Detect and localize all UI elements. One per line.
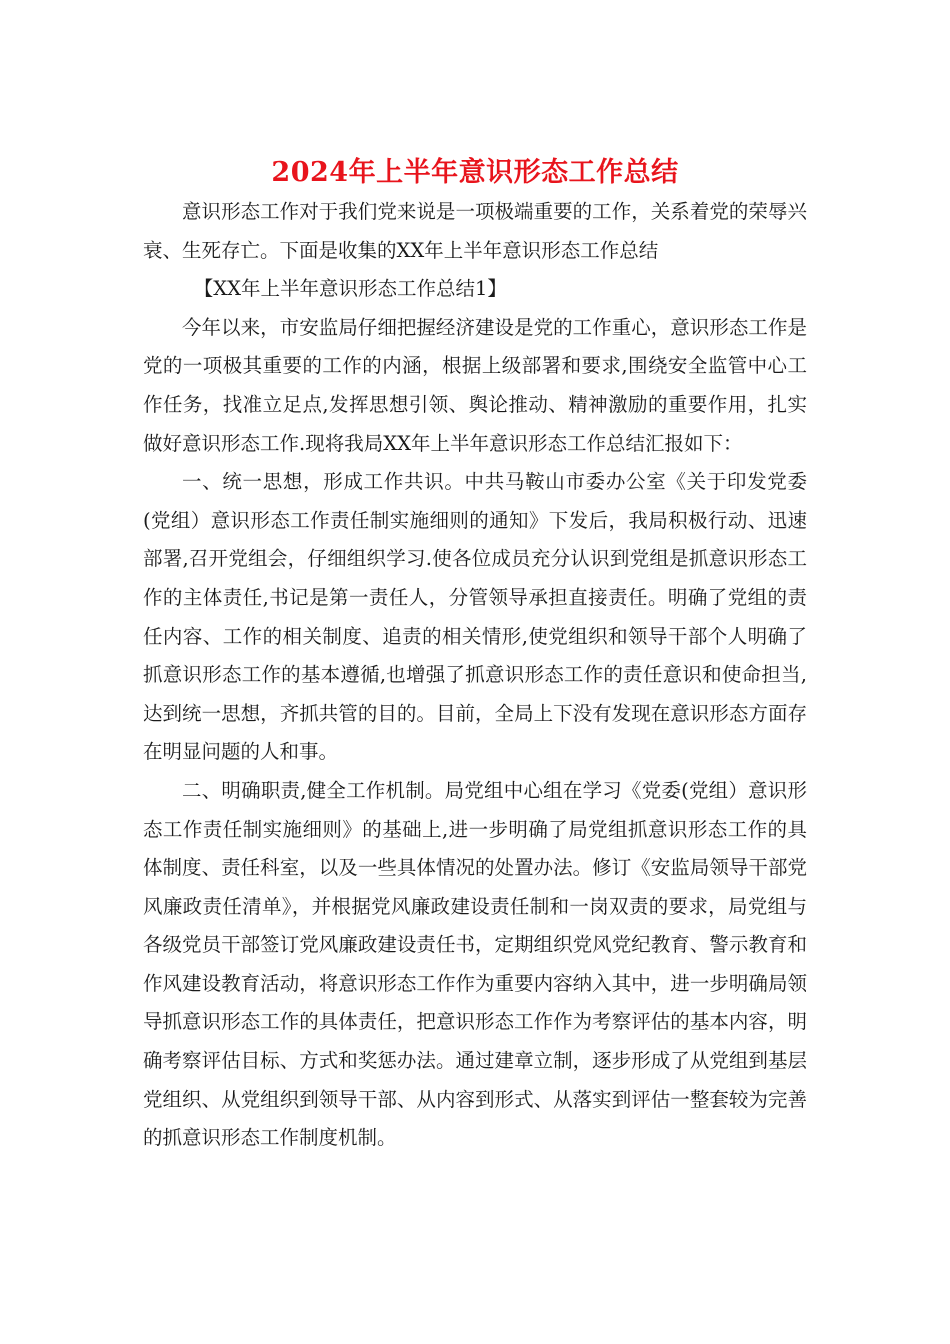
paragraph-point-one: 一、统一思想，形成工作共识。中共马鞍山市委办公室《关于印发党委(党组）意识形态工作责任制实施细则的通知》下发后，我局积极行动、迅速部署,召开党组会，仔细组织学习.使各位成员充分认识到党组是抓意识形态工作的主体责任,书记是第一责任人，分管领导承担直接责任。明确了党组的责任内容、工作的相关制度、追责的相关情形,使党组织和领导干部个人明确了抓意识形态工作的基本遵循,也增强了抓意识形态工作的责任意识和使命担当,达到统一思想，齐抓共管的目的。目前，全局上下没有发现在意识形态方面存在明显问题的人和事。 — [143, 470, 807, 764]
paragraph-section-heading: 【XX年上半年意识形态工作总结1】 — [193, 277, 507, 301]
paragraph-overview: 今年以来，市安监局仔细把握经济建设是党的工作重心，意识形态工作是党的一项极其重要的工作的内涵，根据上级部署和要求,围绕安全监管中心工作任务，找准立足点,发挥思想引领、舆论推动、精神激励的重要作用，扎实做好意识形态工作.现将我局XX年上半年意识形态工作总结汇报如下： — [143, 315, 807, 455]
document-body — [143, 193, 807, 1158]
paragraph-point-two: 二、明确职责,健全工作机制。局党组中心组在学习《党委(党组）意识形态工作责任制实施细则》的基础上,进一步明确了局党组抓意识形态工作的具体制度、责任科室，以及一些具体情况的处置办法。修订《安监局领导干部党风廉政责任清单》，并根据党风廉政建设责任制和一岗双责的要求，局党组与各级党员干部签订党风廉政建设责任书，定期组织党风党纪教育、警示教育和作风建设教育活动，将意识形态工作作为重要内容纳入其中，进一步明确局领导抓意识形态工作的具体责任，把意识形态工作作为考察评估的基本内容，明确考察评估目标、方式和奖惩办法。通过建章立制，逐步形成了从党组到基层党组织、从党组织到领导干部、从内容到形式、从落实到评估一整套较为完善的抓意识形态工作制度机制。 — [143, 778, 807, 1150]
document-title: 2024年上半年意识形态工作总结 — [271, 157, 679, 188]
paragraph-intro: 意识形态工作对于我们党来说是一项极端重要的工作，关系着党的荣辱兴衰、生死存亡。下面是收集的XX年上半年意识形态工作总结 — [143, 200, 807, 262]
